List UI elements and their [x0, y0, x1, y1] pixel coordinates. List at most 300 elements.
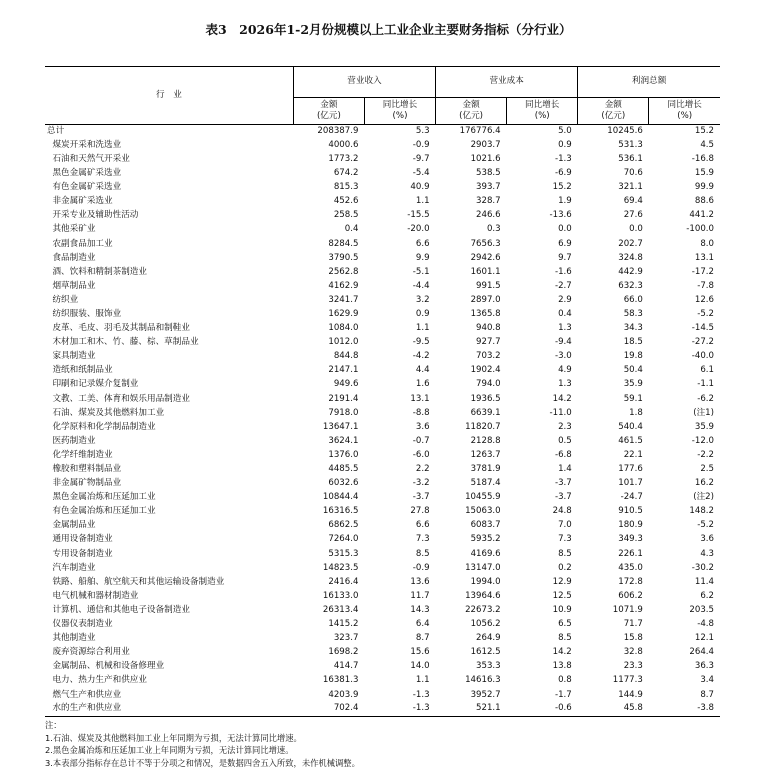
amount-cell: 208387.9 [317, 126, 359, 136]
growth-cell: -9.7 [412, 153, 430, 164]
growth-cell: -0.9 [412, 562, 430, 573]
amount-cell: 144.9 [618, 689, 643, 700]
growth-cell: -4.8 [697, 619, 714, 630]
growth-cell: -27.2 [691, 337, 714, 348]
industry-name: 石油和天然气开采业 [47, 153, 130, 164]
growth-cell: -3.8 [649, 702, 720, 716]
growth-cell: -30.2 [691, 562, 714, 573]
amount-cell: 35.9 [623, 379, 643, 390]
amount-cell: 3952.7 [470, 689, 501, 700]
amount-cell: 1902.4 [470, 365, 501, 376]
growth-cell: 0.5 [558, 435, 572, 446]
amount-cell: 5315.3 [328, 548, 359, 559]
growth-cell: 12.6 [694, 294, 714, 305]
table-row [45, 139, 720, 153]
industry-name: 其他制造业 [47, 633, 96, 644]
growth-cell: 1.4 [558, 464, 572, 474]
amount-cell: 2416.4 [328, 576, 359, 587]
amount-cell: 2903.7 [470, 139, 501, 150]
growth-cell: 12.1 [694, 633, 714, 644]
amount-cell: 16316.5 [322, 506, 359, 517]
table-row [45, 646, 720, 660]
growth-cell: -6.0 [412, 449, 430, 460]
amount-cell: 991.5 [476, 280, 501, 291]
amount-cell: 4485.5 [328, 464, 359, 474]
table-row [45, 435, 720, 449]
growth-cell: 35.9 [694, 421, 714, 432]
table-row [45, 660, 720, 674]
amount-cell: 538.5 [476, 168, 501, 179]
growth-cell: -3.7 [554, 492, 572, 503]
table-row [45, 491, 720, 505]
amount-cell: 323.7 [333, 633, 359, 644]
growth-cell: -5.2 [697, 308, 714, 319]
growth-cell: -40.0 [691, 351, 714, 362]
growth-cell: -2.7 [554, 280, 572, 291]
industry-name: 黑色金属冶炼和压延加工业 [47, 492, 156, 503]
growth-cell: 3.2 [415, 294, 430, 305]
growth-cell: -5.2 [697, 520, 714, 531]
growth-cell: 1.9 [558, 196, 572, 207]
amount-cell: 1994.0 [470, 576, 501, 587]
amount-cell: 540.4 [618, 421, 643, 432]
industry-name: 印刷和记录媒介复制业 [47, 379, 139, 390]
growth-cell: 1.1 [415, 323, 430, 334]
growth-cell: 8.5 [415, 548, 430, 559]
growth-cell: 13.1 [694, 252, 714, 263]
growth-cell: -12.0 [691, 435, 714, 446]
growth-cell: (注1) [693, 407, 714, 418]
amount-cell: 353.3 [476, 661, 501, 672]
amount-cell: 1415.2 [328, 619, 359, 630]
growth-cell: -1.3 [412, 689, 430, 700]
growth-cell: -6.8 [554, 449, 572, 460]
table-row [45, 251, 720, 265]
industry-name: 计算机、通信和其他电子设备制造业 [47, 604, 190, 615]
amount-cell: 1263.7 [470, 449, 501, 460]
industry-name: 皮革、毛皮、羽毛及其制品和制鞋业 [47, 323, 190, 334]
growth-cell: -8.8 [412, 407, 430, 418]
amount-cell: 14616.3 [465, 675, 501, 686]
amount-cell: 2942.6 [470, 252, 501, 263]
amount-cell: 1773.2 [328, 153, 359, 164]
growth-cell: 9.7 [558, 252, 572, 263]
amount-cell: 414.7 [333, 661, 359, 672]
amount-cell: 27.6 [623, 210, 643, 221]
industry-name: 化学纤维制造业 [47, 449, 113, 460]
amount-cell: 6862.5 [328, 520, 359, 531]
growth-cell: 7.3 [558, 534, 572, 545]
industry-name: 金属制品、机械和设备修理业 [47, 661, 165, 672]
industry-name: 仪器仪表制造业 [47, 619, 113, 630]
amount-cell: 4000.6 [328, 139, 359, 150]
industry-name: 非金属矿物制品业 [47, 478, 122, 489]
cost-amount-header: 金额 (亿元) [436, 98, 507, 125]
growth-cell: -13.6 [549, 210, 572, 221]
amount-cell: 3241.7 [328, 294, 359, 305]
growth-cell: 1.1 [415, 675, 430, 686]
growth-cell: 6.5 [558, 619, 572, 630]
industry-name: 其他采矿业 [47, 224, 96, 235]
industry-name: 铁路、船舶、航空航天和其他运输设备制造业 [47, 576, 225, 587]
table-row [45, 674, 720, 688]
amount-cell: 71.7 [623, 619, 643, 630]
growth-cell: 11.4 [694, 576, 714, 587]
amount-cell: -24.7 [620, 492, 643, 503]
table-row [45, 223, 720, 237]
amount-cell: 16381.3 [322, 675, 359, 686]
industry-name: 电力、热力生产和供应业 [47, 675, 147, 686]
industry-name: 汽车制造业 [47, 562, 96, 573]
industry-name: 造纸和纸制品业 [47, 365, 113, 376]
table-row [45, 294, 720, 308]
amount-cell: 461.5 [618, 435, 643, 446]
growth-cell: 441.2 [689, 210, 714, 221]
table-row [45, 209, 720, 223]
growth-cell: 16.2 [694, 478, 714, 489]
growth-cell: -1.6 [554, 266, 572, 277]
growth-cell: (注2) [693, 492, 714, 503]
footnotes [45, 719, 360, 769]
amount-cell: 246.6 [476, 210, 501, 221]
finance-table [45, 66, 720, 717]
industry-name: 酒、饮料和精制茶制造业 [47, 266, 147, 277]
growth-cell: 3.6 [700, 534, 714, 545]
table-row [45, 364, 720, 378]
amount-cell: 258.5 [333, 210, 359, 221]
growth-cell: 6.4 [415, 619, 430, 630]
growth-cell: 2.5 [700, 464, 714, 474]
amount-cell: 15063.0 [465, 506, 501, 517]
industry-name: 烟草制品业 [47, 280, 96, 291]
industry-name: 燃气生产和供应业 [47, 689, 122, 700]
amount-cell: 2147.1 [328, 365, 359, 376]
table-row [45, 322, 720, 336]
amount-cell: 4203.9 [328, 689, 359, 700]
industry-name: 有色金属冶炼和压延加工业 [47, 506, 156, 517]
table-row [45, 181, 720, 195]
table-row [45, 378, 720, 392]
table-row [45, 590, 720, 604]
amount-cell: 321.1 [618, 182, 643, 193]
table-title: 表3 2026年1-2月份规模以上工业企业主要财务指标（分行业） [205, 22, 572, 37]
growth-cell: 0.0 [558, 224, 572, 235]
growth-cell: 13.1 [410, 393, 430, 404]
table-row [45, 265, 720, 279]
amount-cell: 176776.4 [459, 126, 501, 136]
growth-cell: -0.7 [412, 435, 430, 446]
amount-cell: 632.3 [618, 280, 643, 291]
growth-cell: 6.6 [415, 520, 430, 531]
amount-cell: 58.3 [623, 308, 643, 319]
table-row [45, 392, 720, 406]
industry-name: 医药制造业 [47, 435, 96, 446]
amount-cell: 606.2 [618, 590, 643, 601]
amount-cell: 22673.2 [465, 604, 501, 615]
amount-cell: 10844.4 [322, 492, 359, 503]
amount-cell: 5935.2 [470, 534, 501, 545]
growth-cell: 14.2 [552, 393, 572, 404]
growth-cell: -3.0 [554, 351, 572, 362]
table-row [45, 576, 720, 590]
table-row [45, 336, 720, 350]
growth-cell: 7.0 [558, 520, 572, 531]
growth-cell: 2.9 [558, 294, 572, 305]
growth-cell: 12.9 [552, 576, 572, 587]
growth-cell: -11.0 [549, 407, 572, 418]
growth-cell: 36.3 [694, 661, 714, 672]
amount-cell: 5187.4 [470, 478, 501, 489]
amount-cell: 59.1 [623, 393, 643, 404]
amount-cell: 1.8 [629, 407, 643, 418]
growth-cell: -6.9 [554, 168, 572, 179]
growth-cell: 1.3 [558, 323, 572, 334]
profit-header: 利润总额 [578, 67, 720, 98]
growth-cell: 0.9 [558, 139, 572, 150]
amount-cell: 14823.5 [322, 562, 359, 573]
growth-cell: 4.3 [700, 548, 714, 559]
amount-cell: 1376.0 [328, 449, 359, 460]
amount-cell: 13147.0 [465, 562, 501, 573]
growth-cell: 8.5 [558, 548, 572, 559]
industry-name: 煤炭开采和洗选业 [47, 139, 122, 150]
amount-cell: 18.5 [623, 337, 643, 348]
amount-cell: 349.3 [618, 534, 643, 545]
growth-cell: -14.5 [691, 323, 714, 334]
growth-cell: 14.0 [410, 661, 430, 672]
amount-cell: 703.2 [476, 351, 501, 362]
growth-cell: 10.9 [552, 604, 572, 615]
growth-cell: -5.4 [412, 168, 430, 179]
industry-name: 黑色金属矿采选业 [47, 168, 122, 179]
growth-cell: 13.6 [410, 576, 430, 587]
industry-name: 废弃资源综合利用业 [47, 647, 130, 658]
industry-name: 食品制造业 [47, 252, 96, 263]
note-2: 2.黑色金属冶炼和压延加工业上年同期为亏损，无法计算同比增速。 [45, 745, 294, 755]
amount-cell: 202.7 [618, 238, 643, 249]
amount-cell: 8284.5 [328, 238, 359, 249]
table-row [45, 125, 720, 139]
growth-cell: 24.8 [552, 506, 572, 517]
amount-cell: 172.8 [618, 576, 643, 587]
growth-cell: -16.8 [691, 153, 714, 164]
growth-cell: -2.2 [697, 449, 714, 460]
growth-cell: -17.2 [691, 266, 714, 277]
amount-cell: 2897.0 [470, 294, 501, 305]
industry-name: 家具制造业 [47, 351, 96, 362]
amount-cell: 1056.2 [470, 619, 501, 630]
amount-cell: 6639.1 [470, 407, 501, 418]
table-row [45, 195, 720, 209]
amount-cell: 328.7 [476, 196, 501, 207]
industry-name: 石油、煤炭及其他燃料加工业 [47, 407, 165, 418]
amount-cell: 26313.4 [322, 604, 359, 615]
amount-cell: 0.0 [629, 224, 643, 235]
table-row [45, 463, 720, 477]
industry-name: 纺织服装、服饰业 [47, 308, 122, 319]
amount-cell: 11820.7 [465, 421, 501, 432]
amount-cell: 949.6 [333, 379, 359, 390]
growth-cell: -1.3 [554, 153, 572, 164]
amount-cell: 927.7 [476, 337, 501, 348]
growth-cell: 6.2 [700, 590, 714, 601]
growth-cell: 0.4 [558, 308, 572, 319]
amount-cell: 4169.6 [470, 548, 501, 559]
revenue-header: 营业收入 [293, 67, 435, 98]
growth-cell: 4.5 [700, 139, 714, 150]
table-row [45, 406, 720, 420]
revenue-growth-header: 同比增长 (%) [364, 98, 435, 125]
growth-cell: 4.9 [558, 365, 572, 376]
amount-cell: 1936.5 [470, 393, 501, 404]
amount-cell: 702.4 [293, 702, 364, 716]
growth-cell: -1.3 [364, 702, 435, 716]
amount-cell: 13964.6 [465, 590, 501, 601]
industry-name: 总计 [47, 126, 65, 136]
growth-cell: 4.4 [415, 365, 430, 376]
growth-cell: 14.2 [552, 647, 572, 658]
growth-cell: -1.7 [554, 689, 572, 700]
amount-cell: 50.4 [623, 365, 643, 376]
growth-cell: 0.8 [558, 675, 572, 686]
amount-cell: 531.3 [618, 139, 643, 150]
amount-cell: 34.3 [623, 323, 643, 334]
industry-name: 农副食品加工业 [47, 238, 113, 249]
growth-cell: 8.7 [415, 633, 430, 644]
amount-cell: 452.6 [333, 196, 359, 207]
amount-cell: 6032.6 [328, 478, 359, 489]
amount-cell: 1084.0 [328, 323, 359, 334]
industry-name: 金属制品业 [47, 520, 96, 531]
growth-cell: -6.2 [697, 393, 714, 404]
amount-cell: 70.6 [623, 168, 643, 179]
growth-cell: 11.7 [410, 590, 430, 601]
industry-name: 电气机械和器材制造业 [47, 590, 139, 601]
growth-cell: 203.5 [689, 604, 714, 615]
growth-cell: 0.2 [558, 562, 572, 573]
amount-cell: 1177.3 [612, 675, 643, 686]
amount-cell: 2562.8 [328, 266, 359, 277]
table-row [45, 420, 720, 434]
growth-cell: 88.6 [694, 196, 714, 207]
growth-cell: 2.3 [558, 421, 572, 432]
growth-cell: 8.0 [700, 238, 714, 249]
cost-growth-header: 同比增长 (%) [507, 98, 578, 125]
amount-cell: 22.1 [623, 449, 643, 460]
profit-amount-header: 金额 (亿元) [578, 98, 649, 125]
table-row [45, 280, 720, 294]
growth-cell: 1.1 [415, 196, 430, 207]
note-3: 3.本表部分指标存在总计不等于分项之和情况，是数据四舍五入所致，未作机械调整。 [45, 757, 360, 768]
amount-cell: 101.7 [618, 478, 643, 489]
growth-cell: -100.0 [686, 224, 714, 235]
table-row [45, 237, 720, 251]
growth-cell: 3.4 [700, 675, 714, 686]
table-row [45, 618, 720, 632]
amount-cell: 3781.9 [470, 464, 501, 474]
table-row [45, 505, 720, 519]
growth-cell: 6.6 [415, 238, 430, 249]
amount-cell: 940.8 [476, 323, 501, 334]
industry-name: 通用设备制造业 [47, 534, 113, 545]
amount-cell: 15.8 [623, 633, 643, 644]
note-heading: 注： [45, 720, 62, 730]
growth-cell: 1.6 [415, 379, 430, 390]
growth-cell: 8.7 [700, 689, 714, 700]
table-row [45, 688, 720, 702]
growth-cell: 40.9 [410, 182, 430, 193]
growth-cell: -1.1 [697, 379, 714, 390]
growth-cell: 15.2 [552, 182, 572, 193]
industry-name: 化学原料和化学制品制造业 [47, 421, 156, 432]
growth-cell: -9.4 [554, 337, 572, 348]
growth-cell: 7.3 [415, 534, 430, 545]
growth-cell: 0.9 [415, 308, 430, 319]
profit-growth-header: 同比增长 (%) [649, 98, 720, 125]
amount-cell: 1021.6 [470, 153, 501, 164]
growth-cell: 6.9 [558, 238, 572, 249]
amount-cell: 69.4 [623, 196, 643, 207]
growth-cell: 15.6 [410, 647, 430, 658]
industry-header: 行 业 [45, 67, 293, 125]
growth-cell: -7.8 [697, 280, 714, 291]
amount-cell: 794.0 [476, 379, 501, 390]
amount-cell: 3624.1 [328, 435, 359, 446]
amount-cell: 1698.2 [328, 647, 359, 658]
growth-cell: 8.5 [558, 633, 572, 644]
amount-cell: 0.3 [486, 224, 501, 235]
industry-name: 文教、工美、体育和娱乐用品制造业 [47, 393, 190, 404]
growth-cell: 15.9 [694, 168, 714, 179]
growth-cell: 148.2 [689, 506, 714, 517]
growth-cell: 1.3 [558, 379, 572, 390]
amount-cell: 13647.1 [322, 421, 359, 432]
growth-cell: -0.9 [412, 139, 430, 150]
amount-cell: 324.8 [618, 252, 643, 263]
amount-cell: 19.8 [623, 351, 643, 362]
growth-cell: -3.2 [412, 478, 430, 489]
table-row [45, 449, 720, 463]
amount-cell: 10245.6 [607, 126, 643, 136]
amount-cell: 6083.7 [470, 520, 501, 531]
amount-cell: 264.9 [476, 633, 501, 644]
amount-cell: 3790.5 [328, 252, 359, 263]
growth-cell: 9.9 [415, 252, 430, 263]
amount-cell: 32.8 [623, 647, 643, 658]
amount-cell: 442.9 [618, 266, 643, 277]
growth-cell: 5.3 [415, 126, 430, 136]
amount-cell: 16133.0 [322, 590, 359, 601]
amount-cell: 4162.9 [328, 280, 359, 291]
table-row [45, 519, 720, 533]
amount-cell: 844.8 [333, 351, 359, 362]
growth-cell: -4.2 [412, 351, 430, 362]
table-row [45, 167, 720, 181]
amount-cell: 910.5 [618, 506, 643, 517]
growth-cell: 15.2 [694, 126, 714, 136]
growth-cell: 2.2 [415, 464, 430, 474]
industry-name: 有色金属矿采选业 [47, 182, 122, 193]
amount-cell: 226.1 [618, 548, 643, 559]
amount-cell: 2191.4 [328, 393, 359, 404]
table-row [45, 561, 720, 575]
amount-cell: 1629.9 [328, 308, 359, 319]
table-row [45, 308, 720, 322]
amount-cell: 1012.0 [328, 337, 359, 348]
amount-cell: 177.6 [618, 464, 643, 474]
table-row [45, 547, 720, 561]
growth-cell: -4.4 [412, 280, 430, 291]
